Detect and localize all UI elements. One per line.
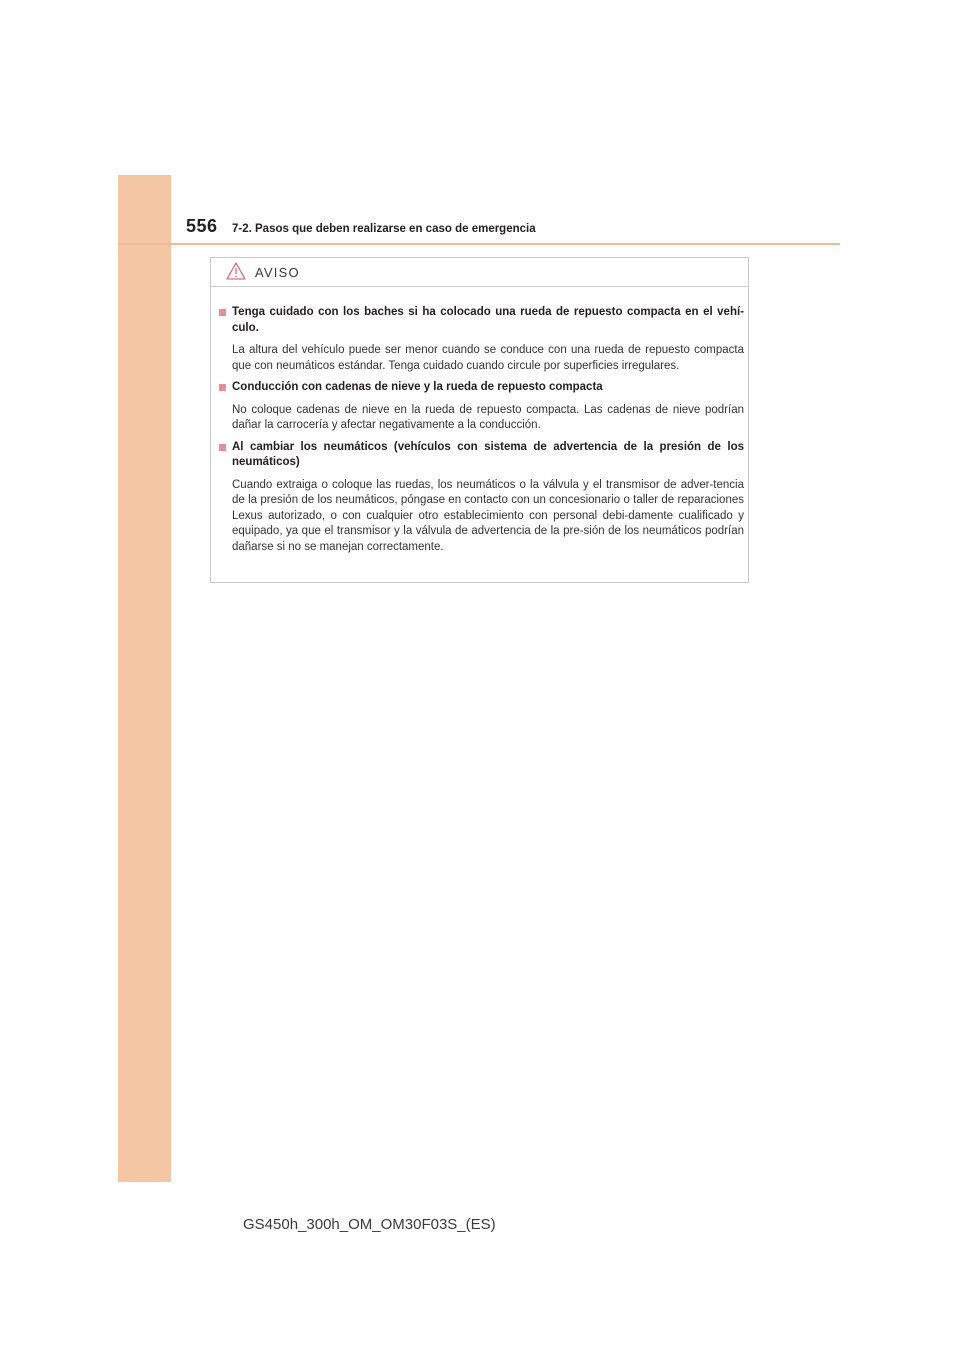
chapter-side-band bbox=[118, 175, 171, 1182]
square-bullet-icon bbox=[219, 309, 226, 316]
square-bullet-icon bbox=[219, 384, 226, 391]
warning-triangle-icon bbox=[226, 262, 246, 280]
warning-item-heading: Conducción con cadenas de nieve y la rueda de repuesto compacta bbox=[232, 381, 603, 393]
warning-item-heading: Tenga cuidado con los baches si ha colocado una rueda de repuesto compacta en el vehí-culo. bbox=[232, 306, 744, 334]
warning-box bbox=[210, 257, 749, 583]
warning-item-text: Cuando extraiga o coloque las ruedas, los neumáticos o la válvula y el transmisor de adver-tencia de la presión de los neumáticos, póngase en contacto con un concesionario o taller de reparaciones Lexus autorizado, o con cualquier otro establecimiento con personal debi-damente cualificado y equipado, ya que el transmisor y la válvula de advertencia de la pre-sión de los neumáticos podrían dañarse si no se manejan correctamente. bbox=[232, 478, 744, 553]
page-number: 556 bbox=[186, 216, 218, 236]
warning-item-text: No coloque cadenas de nieve en la rueda de repuesto compacta. Las cadenas de nieve podrían dañar la carrocería y afectar negativamente a la conducción. bbox=[232, 403, 744, 431]
warning-item bbox=[219, 380, 744, 434]
warning-body bbox=[219, 305, 744, 561]
square-bullet-icon bbox=[219, 444, 226, 451]
header-rule bbox=[118, 243, 840, 245]
section-title: 7-2. Pasos que deben realizarse en caso de emergencia bbox=[232, 223, 536, 235]
warning-label: AVISO bbox=[255, 265, 300, 280]
document-code: GS450h_300h_OM_OM30F03S_(ES) bbox=[243, 1216, 496, 1233]
warning-header bbox=[211, 258, 748, 287]
warning-item-heading: Al cambiar los neumáticos (vehículos con sistema de advertencia de la presión de los neumáticos) bbox=[232, 440, 744, 468]
warning-item bbox=[219, 305, 744, 374]
warning-item bbox=[219, 440, 744, 556]
warning-item-text: La altura del vehículo puede ser menor cuando se conduce con una rueda de repuesto compacta que con neumáticos estándar. Tenga cuidado cuando circule por superficies irregulares. bbox=[232, 344, 744, 372]
